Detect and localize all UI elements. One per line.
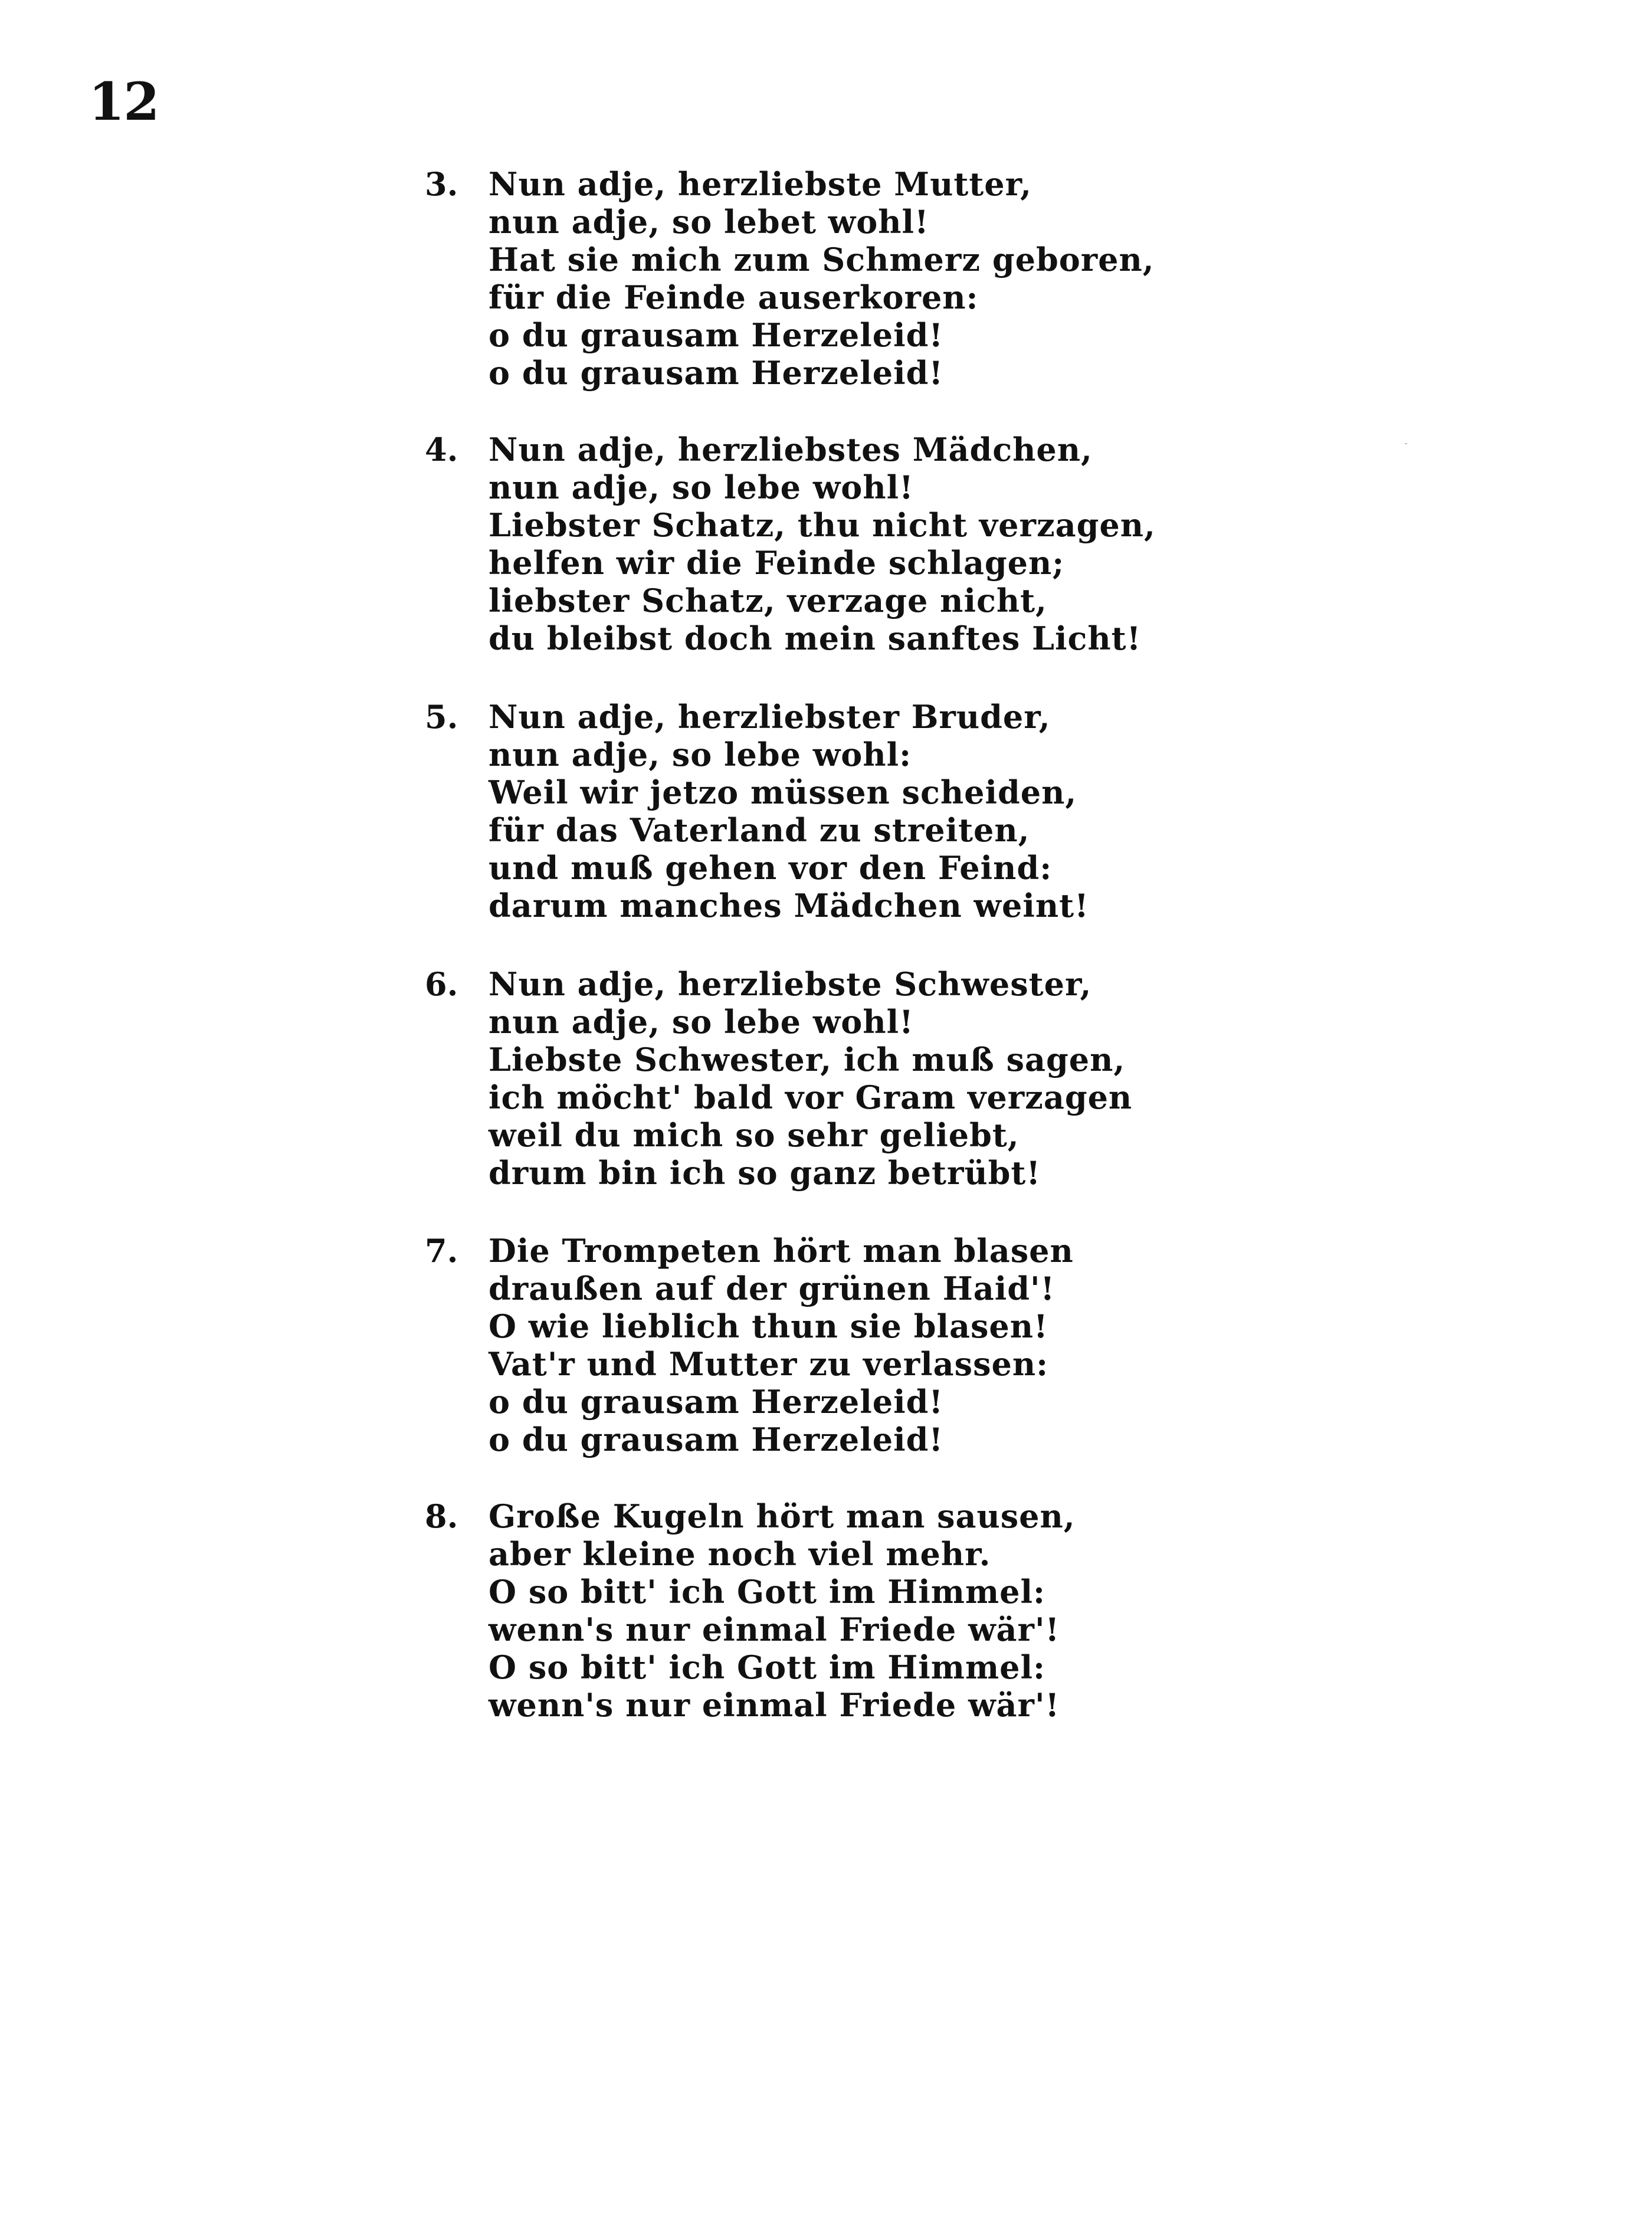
verse-line: Nun adje, herzliebstes Mädchen, (489, 431, 1093, 468)
print-speck (1405, 443, 1407, 444)
verse-line: Nun adje, herzliebster Bruder, (489, 698, 1051, 736)
verse-line: nun adje, so lebe wohl! (489, 468, 914, 506)
verse-line: nun adje, so lebe wohl: (489, 736, 912, 773)
stanza-number: 6. (425, 965, 458, 1003)
verse-line: Liebster Schatz, thu nicht verzagen, (489, 506, 1156, 544)
verse-line: wenn's nur einmal Friede wär'! (489, 1611, 1060, 1648)
verse-line: o du grausam Herzeleid! (489, 316, 944, 354)
verse-line: nun adje, so lebe wohl! (489, 1003, 914, 1041)
stanza-lines (489, 965, 1132, 1192)
verse-line: für die Feinde auserkoren: (489, 278, 979, 316)
verse-line: o du grausam Herzeleid! (489, 1421, 944, 1458)
verse-line: Weil wir jetzo müssen scheiden, (489, 773, 1077, 811)
stanza-number: 5. (425, 698, 458, 736)
stanza-lines (489, 1497, 1076, 1724)
verse-line: o du grausam Herzeleid! (489, 354, 944, 392)
verse-line: und muß gehen vor den Feind: (489, 849, 1053, 887)
verse-line: weil du mich so sehr geliebt, (489, 1116, 1020, 1154)
verse-line: Liebste Schwester, ich muß sagen, (489, 1041, 1126, 1078)
verse-line: Nun adje, herzliebste Mutter, (489, 165, 1032, 203)
verse-line: du bleibst doch mein sanftes Licht! (489, 619, 1142, 657)
stanza-number: 4. (425, 431, 458, 468)
verse-line: Nun adje, herzliebste Schwester, (489, 965, 1092, 1003)
verse-line: Die Trompeten hört man blasen (489, 1232, 1074, 1270)
verse-line: darum manches Mädchen weint! (489, 887, 1089, 924)
verse-line: Vat'r und Mutter zu verlassen: (489, 1345, 1049, 1383)
stanza-lines (489, 165, 1155, 392)
verse-line: Große Kugeln hört man sausen, (489, 1497, 1076, 1535)
stanza-lines (489, 1232, 1074, 1458)
verse-line: helfen wir die Feinde schlagen; (489, 544, 1065, 582)
stanza-number: 3. (425, 165, 458, 203)
verse-line: ich möcht' bald vor Gram verzagen (489, 1078, 1133, 1116)
verse-line: liebster Schatz, verzage nicht, (489, 582, 1047, 619)
verse-line: O so bitt' ich Gott im Himmel: (489, 1573, 1045, 1611)
verse-line: für das Vaterland zu streiten, (489, 811, 1030, 849)
verse-line: O wie lieblich thun sie blasen! (489, 1307, 1048, 1345)
verse-line: aber kleine noch viel mehr. (489, 1535, 991, 1573)
stanza-lines (489, 698, 1089, 924)
verse-line: nun adje, so lebet wohl! (489, 203, 929, 241)
stanza-lines (489, 431, 1156, 657)
verse-line: o du grausam Herzeleid! (489, 1383, 944, 1421)
page-number: 12 (88, 71, 159, 132)
verse-line: wenn's nur einmal Friede wär'! (489, 1686, 1060, 1724)
verse-line: draußen auf der grünen Haid'! (489, 1270, 1056, 1307)
verse-line: drum bin ich so ganz betrübt! (489, 1154, 1041, 1192)
verse-line: O so bitt' ich Gott im Himmel: (489, 1648, 1045, 1686)
stanza-number: 7. (425, 1232, 458, 1270)
stanza-number: 8. (425, 1497, 458, 1535)
verse-line: Hat sie mich zum Schmerz geboren, (489, 241, 1155, 278)
